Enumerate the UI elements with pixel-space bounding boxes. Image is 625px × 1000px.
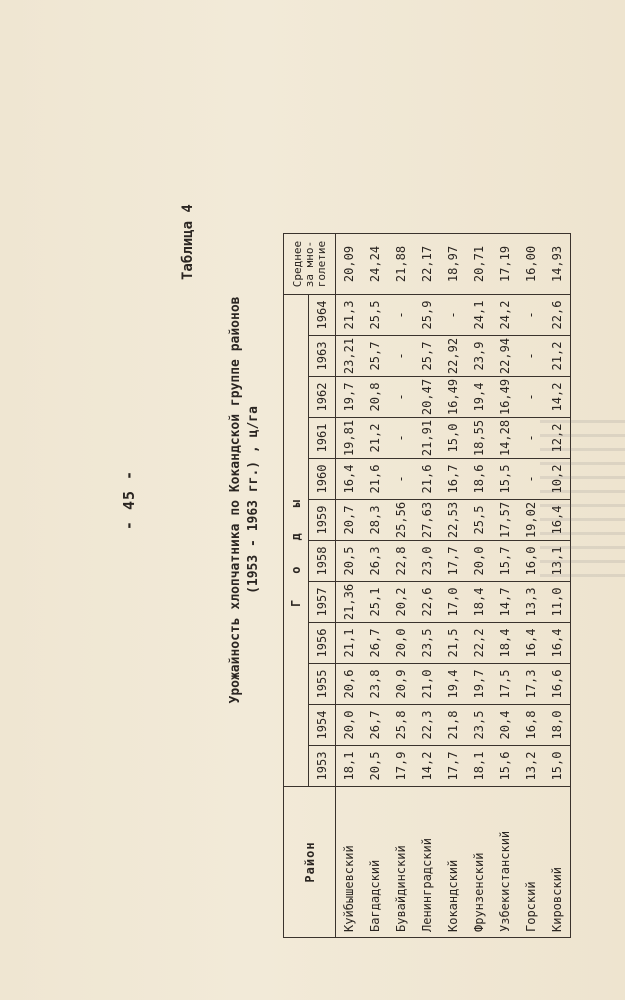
yield-cell: 21,3 bbox=[336, 295, 363, 336]
yield-cell: 13,3 bbox=[518, 582, 544, 623]
yield-cell: 24,1 bbox=[466, 295, 492, 336]
yield-cell: 16,49 bbox=[440, 377, 466, 418]
average-cell: 16,00 bbox=[518, 234, 544, 295]
yield-cell: 26,7 bbox=[362, 623, 388, 664]
yield-cell: - bbox=[518, 295, 544, 336]
average-cell: 18,97 bbox=[440, 234, 466, 295]
yield-cell: 15,5 bbox=[492, 459, 518, 500]
yield-cell: 19,4 bbox=[466, 377, 492, 418]
table-subtitle: (1953 - 1963 гг.) , ц/га bbox=[246, 406, 261, 594]
yield-cell: 18,0 bbox=[544, 705, 571, 746]
table-row bbox=[388, 234, 414, 938]
yield-cell: 21,0 bbox=[414, 664, 440, 705]
yield-cell: 18,1 bbox=[466, 746, 492, 787]
yield-cell: 19,7 bbox=[336, 377, 363, 418]
yield-cell: 20,47 bbox=[414, 377, 440, 418]
yield-cell: 23,8 bbox=[362, 664, 388, 705]
yield-cell: 21,2 bbox=[362, 418, 388, 459]
year-header: 1961 bbox=[309, 418, 336, 459]
region-header: Район bbox=[284, 787, 336, 938]
table-row bbox=[544, 234, 571, 938]
year-header: 1958 bbox=[309, 541, 336, 582]
yield-cell: 17,9 bbox=[388, 746, 414, 787]
yield-cell: 25,56 bbox=[388, 500, 414, 541]
average-cell: 22,17 bbox=[414, 234, 440, 295]
yield-cell: 23,21 bbox=[336, 336, 363, 377]
yield-cell: 20,2 bbox=[388, 582, 414, 623]
yield-cell: 20,8 bbox=[362, 377, 388, 418]
average-header-line: голетие bbox=[314, 240, 328, 288]
yield-cell: 17,57 bbox=[492, 500, 518, 541]
yield-cell: 22,6 bbox=[544, 295, 571, 336]
year-header: 1963 bbox=[309, 336, 336, 377]
yield-cell: 24,2 bbox=[492, 295, 518, 336]
yield-cell: 25,7 bbox=[362, 336, 388, 377]
year-header: 1953 bbox=[309, 746, 336, 787]
yield-cell: 14,2 bbox=[544, 377, 571, 418]
year-header: 1955 bbox=[309, 664, 336, 705]
yield-cell: 19,7 bbox=[466, 664, 492, 705]
yield-cell: 20,0 bbox=[466, 541, 492, 582]
average-header-line: за мно- bbox=[302, 240, 316, 288]
yield-cell: 22,2 bbox=[466, 623, 492, 664]
year-header: 1956 bbox=[309, 623, 336, 664]
yield-cell: 28,3 bbox=[362, 500, 388, 541]
yield-cell: 11,0 bbox=[544, 582, 571, 623]
yield-cell: 25,8 bbox=[388, 705, 414, 746]
region-name: Багдадский bbox=[362, 787, 388, 938]
table-label: Таблица 4 bbox=[180, 204, 196, 280]
yield-cell: 22,92 bbox=[440, 336, 466, 377]
average-header bbox=[284, 234, 336, 295]
average-cell: 21,88 bbox=[388, 234, 414, 295]
yield-cell: 16,4 bbox=[544, 500, 571, 541]
yield-cell: 15,7 bbox=[492, 541, 518, 582]
table-row bbox=[492, 234, 518, 938]
yield-cell: 22,94 bbox=[492, 336, 518, 377]
yield-cell: 16,49 bbox=[492, 377, 518, 418]
region-name: Бувайдинский bbox=[388, 787, 414, 938]
region-name: Узбекистанский bbox=[492, 787, 518, 938]
average-cell: 24,24 bbox=[362, 234, 388, 295]
yield-cell: - bbox=[518, 459, 544, 500]
yield-cell: 22,3 bbox=[414, 705, 440, 746]
yield-cell: 19,4 bbox=[440, 664, 466, 705]
region-name: Куйбышевский bbox=[336, 787, 363, 938]
yield-cell: 25,9 bbox=[414, 295, 440, 336]
yield-cell: 15,0 bbox=[440, 418, 466, 459]
yield-cell: 18,1 bbox=[336, 746, 363, 787]
yield-cell: 21,5 bbox=[440, 623, 466, 664]
region-name: Ленинградский bbox=[414, 787, 440, 938]
yield-cell: 17,7 bbox=[440, 541, 466, 582]
yield-cell: 14,7 bbox=[492, 582, 518, 623]
yield-cell: 21,6 bbox=[414, 459, 440, 500]
yield-cell: 20,5 bbox=[336, 541, 363, 582]
yield-cell: 16,8 bbox=[518, 705, 544, 746]
yield-cell: 17,7 bbox=[440, 746, 466, 787]
yield-cell: 12,2 bbox=[544, 418, 571, 459]
yield-cell: 21,8 bbox=[440, 705, 466, 746]
yield-cell: 21,1 bbox=[336, 623, 363, 664]
average-cell: 17,19 bbox=[492, 234, 518, 295]
year-header: 1954 bbox=[309, 705, 336, 746]
yield-cell: - bbox=[388, 418, 414, 459]
yield-cell: - bbox=[388, 336, 414, 377]
years-group-header: Годы bbox=[284, 295, 309, 787]
yield-cell: 16,4 bbox=[518, 623, 544, 664]
yield-cell: 20,4 bbox=[492, 705, 518, 746]
yield-cell: 21,91 bbox=[414, 418, 440, 459]
yield-cell: 20,0 bbox=[388, 623, 414, 664]
yield-cell: 16,7 bbox=[440, 459, 466, 500]
yield-cell: 25,7 bbox=[414, 336, 440, 377]
average-cell: 20,71 bbox=[466, 234, 492, 295]
yield-cell: 17,3 bbox=[518, 664, 544, 705]
yield-cell: 22,6 bbox=[414, 582, 440, 623]
yield-cell: 23,5 bbox=[466, 705, 492, 746]
yield-cell: 18,6 bbox=[466, 459, 492, 500]
table-row bbox=[440, 234, 466, 938]
yield-cell: 27,63 bbox=[414, 500, 440, 541]
year-header: 1962 bbox=[309, 377, 336, 418]
year-header: 1959 bbox=[309, 500, 336, 541]
average-cell: 20,09 bbox=[336, 234, 363, 295]
yield-cell: 16,6 bbox=[544, 664, 571, 705]
yield-cell: 20,0 bbox=[336, 705, 363, 746]
yield-cell: 14,2 bbox=[414, 746, 440, 787]
region-name: Горский bbox=[518, 787, 544, 938]
page-number: - 45 - bbox=[120, 469, 138, 531]
yield-cell: 19,81 bbox=[336, 418, 363, 459]
yield-cell: 25,5 bbox=[466, 500, 492, 541]
yield-cell: 17,0 bbox=[440, 582, 466, 623]
average-cell: 14,93 bbox=[544, 234, 571, 295]
year-header: 1957 bbox=[309, 582, 336, 623]
yield-cell: 23,5 bbox=[414, 623, 440, 664]
yield-cell: 20,5 bbox=[362, 746, 388, 787]
yield-cell: 16,0 bbox=[518, 541, 544, 582]
table-row bbox=[336, 234, 363, 938]
yield-cell: 13,1 bbox=[544, 541, 571, 582]
table-row bbox=[362, 234, 388, 938]
yield-cell: - bbox=[518, 418, 544, 459]
table-row bbox=[466, 234, 492, 938]
yield-cell: - bbox=[518, 336, 544, 377]
yield-cell: 22,8 bbox=[388, 541, 414, 582]
table-row bbox=[414, 234, 440, 938]
yield-cell: 23,0 bbox=[414, 541, 440, 582]
yield-cell: 20,6 bbox=[336, 664, 363, 705]
yield-cell: 16,4 bbox=[336, 459, 363, 500]
yield-cell: 19,02 bbox=[518, 500, 544, 541]
yield-cell: 21,2 bbox=[544, 336, 571, 377]
yield-cell: 16,4 bbox=[544, 623, 571, 664]
region-name: Фрунзенский bbox=[466, 787, 492, 938]
yield-cell: - bbox=[388, 377, 414, 418]
yield-cell: 14,28 bbox=[492, 418, 518, 459]
yield-cell: 18,4 bbox=[492, 623, 518, 664]
yield-cell: 26,3 bbox=[362, 541, 388, 582]
yield-table bbox=[283, 233, 571, 938]
yield-cell: - bbox=[440, 295, 466, 336]
yield-cell: - bbox=[388, 295, 414, 336]
yield-cell: - bbox=[518, 377, 544, 418]
year-header: 1964 bbox=[309, 295, 336, 336]
region-name: Кировский bbox=[544, 787, 571, 938]
yield-cell: 15,6 bbox=[492, 746, 518, 787]
table-title: Урожайность хлопчатника по Кокандской группе районов bbox=[228, 296, 243, 704]
yield-cell: 25,1 bbox=[362, 582, 388, 623]
table-row bbox=[518, 234, 544, 938]
yield-cell: 21,6 bbox=[362, 459, 388, 500]
region-name: Кокандский bbox=[440, 787, 466, 938]
yield-cell: - bbox=[388, 459, 414, 500]
yield-cell: 13,2 bbox=[518, 746, 544, 787]
yield-cell: 17,5 bbox=[492, 664, 518, 705]
yield-cell: 26,7 bbox=[362, 705, 388, 746]
yield-cell: 21,36 bbox=[336, 582, 363, 623]
yield-cell: 22,53 bbox=[440, 500, 466, 541]
yield-cell: 20,9 bbox=[388, 664, 414, 705]
yield-cell: 23,9 bbox=[466, 336, 492, 377]
yield-cell: 15,0 bbox=[544, 746, 571, 787]
table-body bbox=[336, 234, 571, 938]
yield-cell: 25,5 bbox=[362, 295, 388, 336]
yield-cell: 20,7 bbox=[336, 500, 363, 541]
year-header: 1960 bbox=[309, 459, 336, 500]
yield-cell: 18,4 bbox=[466, 582, 492, 623]
yield-cell: 18,55 bbox=[466, 418, 492, 459]
average-header-line: Среднее bbox=[290, 240, 304, 288]
yield-cell: 10,2 bbox=[544, 459, 571, 500]
